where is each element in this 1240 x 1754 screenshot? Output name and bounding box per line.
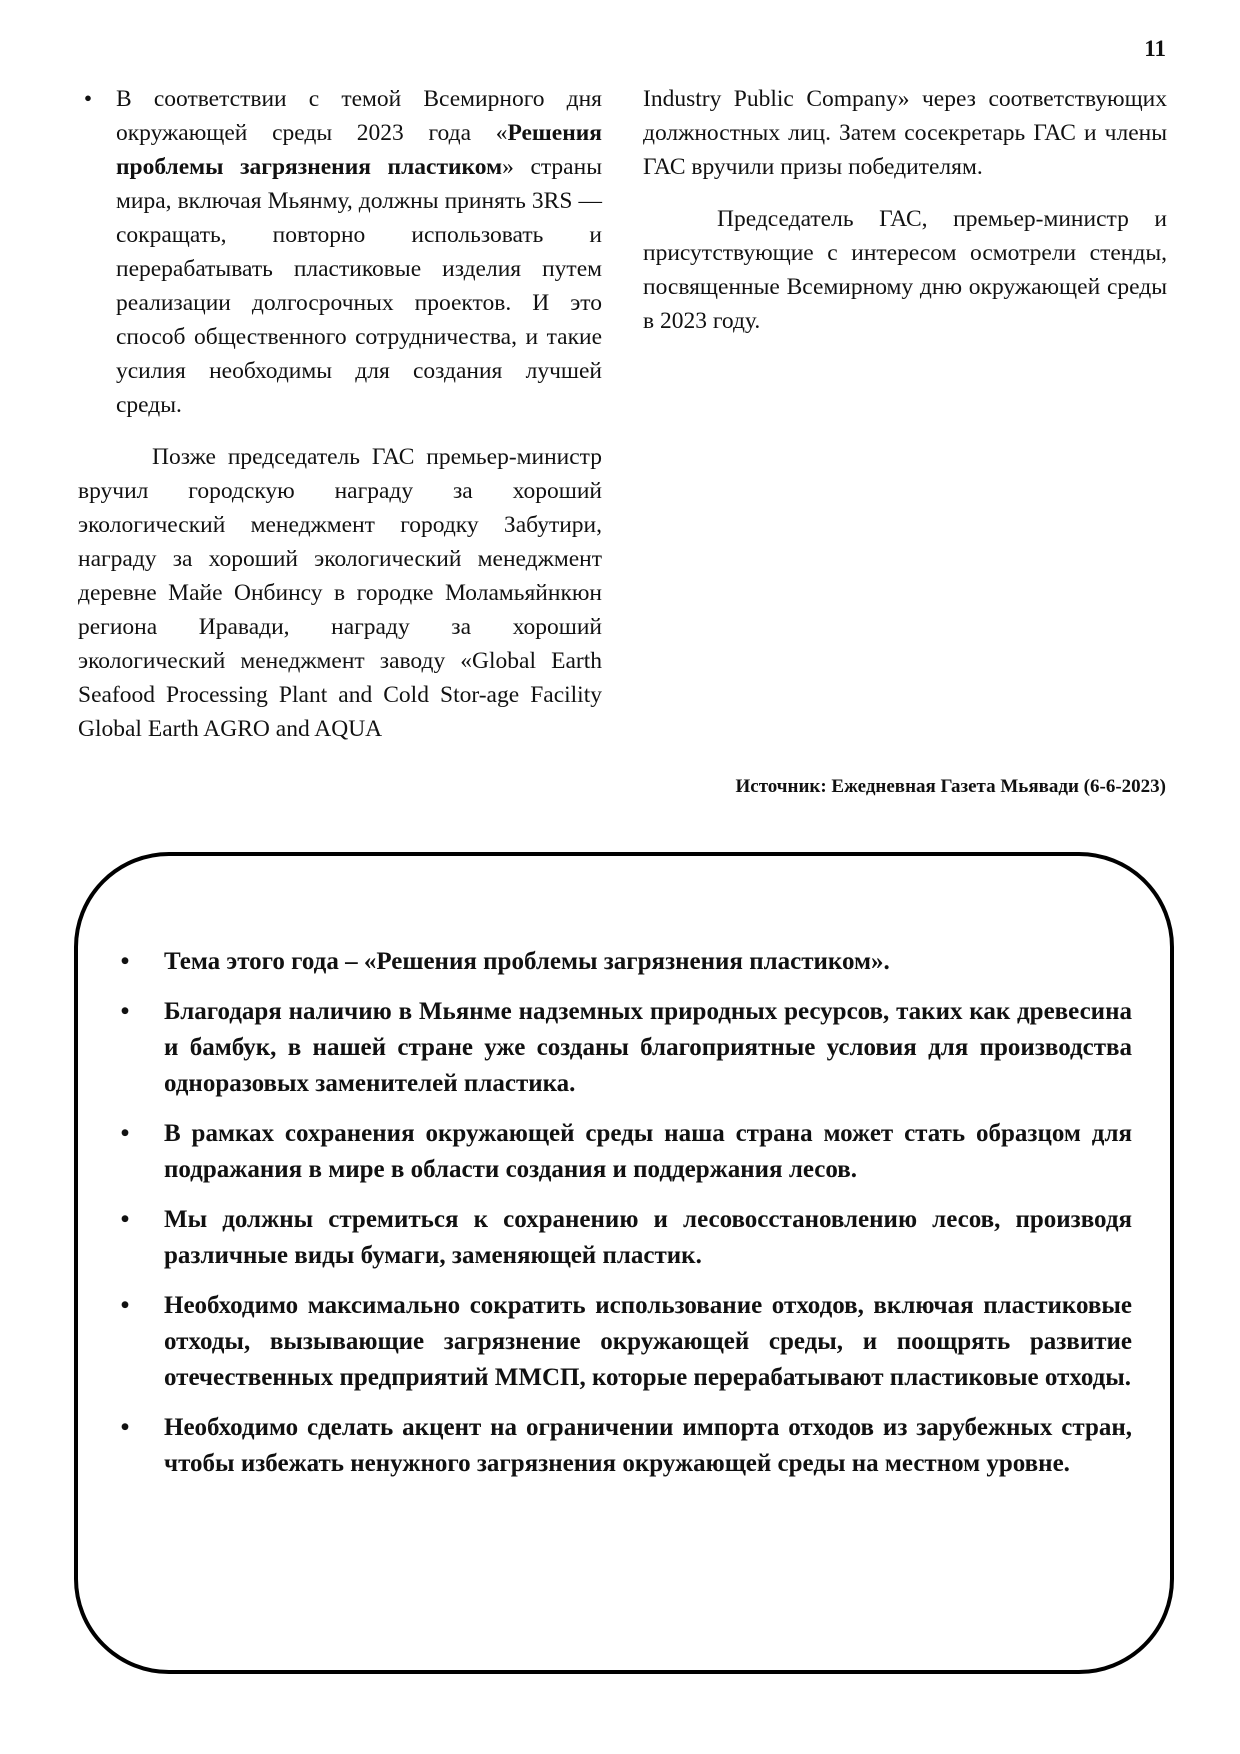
- page-number: 11: [1144, 36, 1166, 61]
- summary-item: [114, 1116, 1132, 1188]
- bullet-icon: •: [120, 998, 130, 1025]
- summary-item-text: Благодаря наличию в Мьянме надземных природных ресурсов, таких как древесина и бамбук, в нашей стране уже созданы благоприятные условия для производства одноразовых заменителей пластика.: [164, 998, 1132, 1097]
- summary-item: [114, 1410, 1132, 1482]
- para1-text-bold: Решения проблемы загрязнения пластиком: [116, 120, 602, 180]
- summary-item: [114, 1202, 1132, 1274]
- bullet-icon: •: [120, 1120, 130, 1147]
- summary-item-text: Необходимо сделать акцент на ограничении импорта отходов из зарубежных стран, чтобы избежать ненужного загрязнения окружающей среды на местном уровне.: [164, 1414, 1132, 1477]
- continuation-paragraph: Industry Public Company» через соответствующих должностных лиц. Затем сосекретарь ГАС и члены ГАС вручили призы победителям.: [643, 86, 1167, 180]
- source-citation: Источник: Ежедневная Газета Мьявади (6-6-2023): [735, 776, 1166, 797]
- bullet-icon: •: [120, 948, 130, 975]
- summary-item-text: Мы должны стремиться к сохранению и лесовосстановлению лесов, производя различные виды бумаги, заменяющей пластик.: [164, 1206, 1132, 1269]
- bullet-icon: •: [120, 1414, 130, 1441]
- summary-item-text: Необходимо максимально сократить использование отходов, включая пластиковые отходы, вызывающие загрязнение окружающей среды, и поощрять развитие отечественных предприятий ММСП, которые перерабатывают пластиковые отходы.: [164, 1292, 1132, 1391]
- summary-item: [114, 1288, 1132, 1396]
- stands-paragraph: Председатель ГАС, премьер-министр и присутствующие с интересом осмотрели стенды, посвященные Всемирному дню окружающей среды в 2023 году.: [643, 206, 1167, 334]
- right-column: [643, 82, 1167, 338]
- summary-box: [74, 852, 1174, 1674]
- para1-text-start: В соответствии с темой Всемирного дня окружающей среды 2023 года «: [116, 86, 602, 146]
- para1-text-end: » страны мира, включая Мьянму, должны принять 3RS — сокращать, повторно использовать и перерабатывать пластиковые изделия путем реализации долгосрочных проектов. И это способ общественного сотрудничества, и такие усилия необходимы для создания лучшей среды.: [116, 154, 602, 418]
- awards-paragraph: Позже председатель ГАС премьер-министр вручил городскую награду за хороший экологический менеджмент городку Забутири, награду за хороший экологический менеджмент деревне Майе Онбинсу в городке Моламьяйнкюн региона Иравади, награду за хороший экологический менеджмент заводу «Global Earth Seafood Processing Plant and Cold Stor-age Facility Global Earth AGRO and AQUA: [78, 444, 602, 742]
- bullet-paragraph: [78, 82, 602, 422]
- summary-item-text: Тема этого года – «Решения проблемы загрязнения пластиком».: [164, 948, 890, 975]
- left-column: [78, 82, 602, 746]
- summary-item: [114, 944, 1132, 980]
- summary-list: [114, 944, 1132, 1496]
- summary-item: [114, 994, 1132, 1102]
- bullet-icon: •: [120, 1292, 130, 1319]
- summary-item-text: В рамках сохранения окружающей среды наша страна может стать образцом для подражания в мире в области создания и поддержания лесов.: [164, 1120, 1132, 1183]
- bullet-icon: •: [120, 1206, 130, 1233]
- bullet-icon: •: [83, 86, 93, 112]
